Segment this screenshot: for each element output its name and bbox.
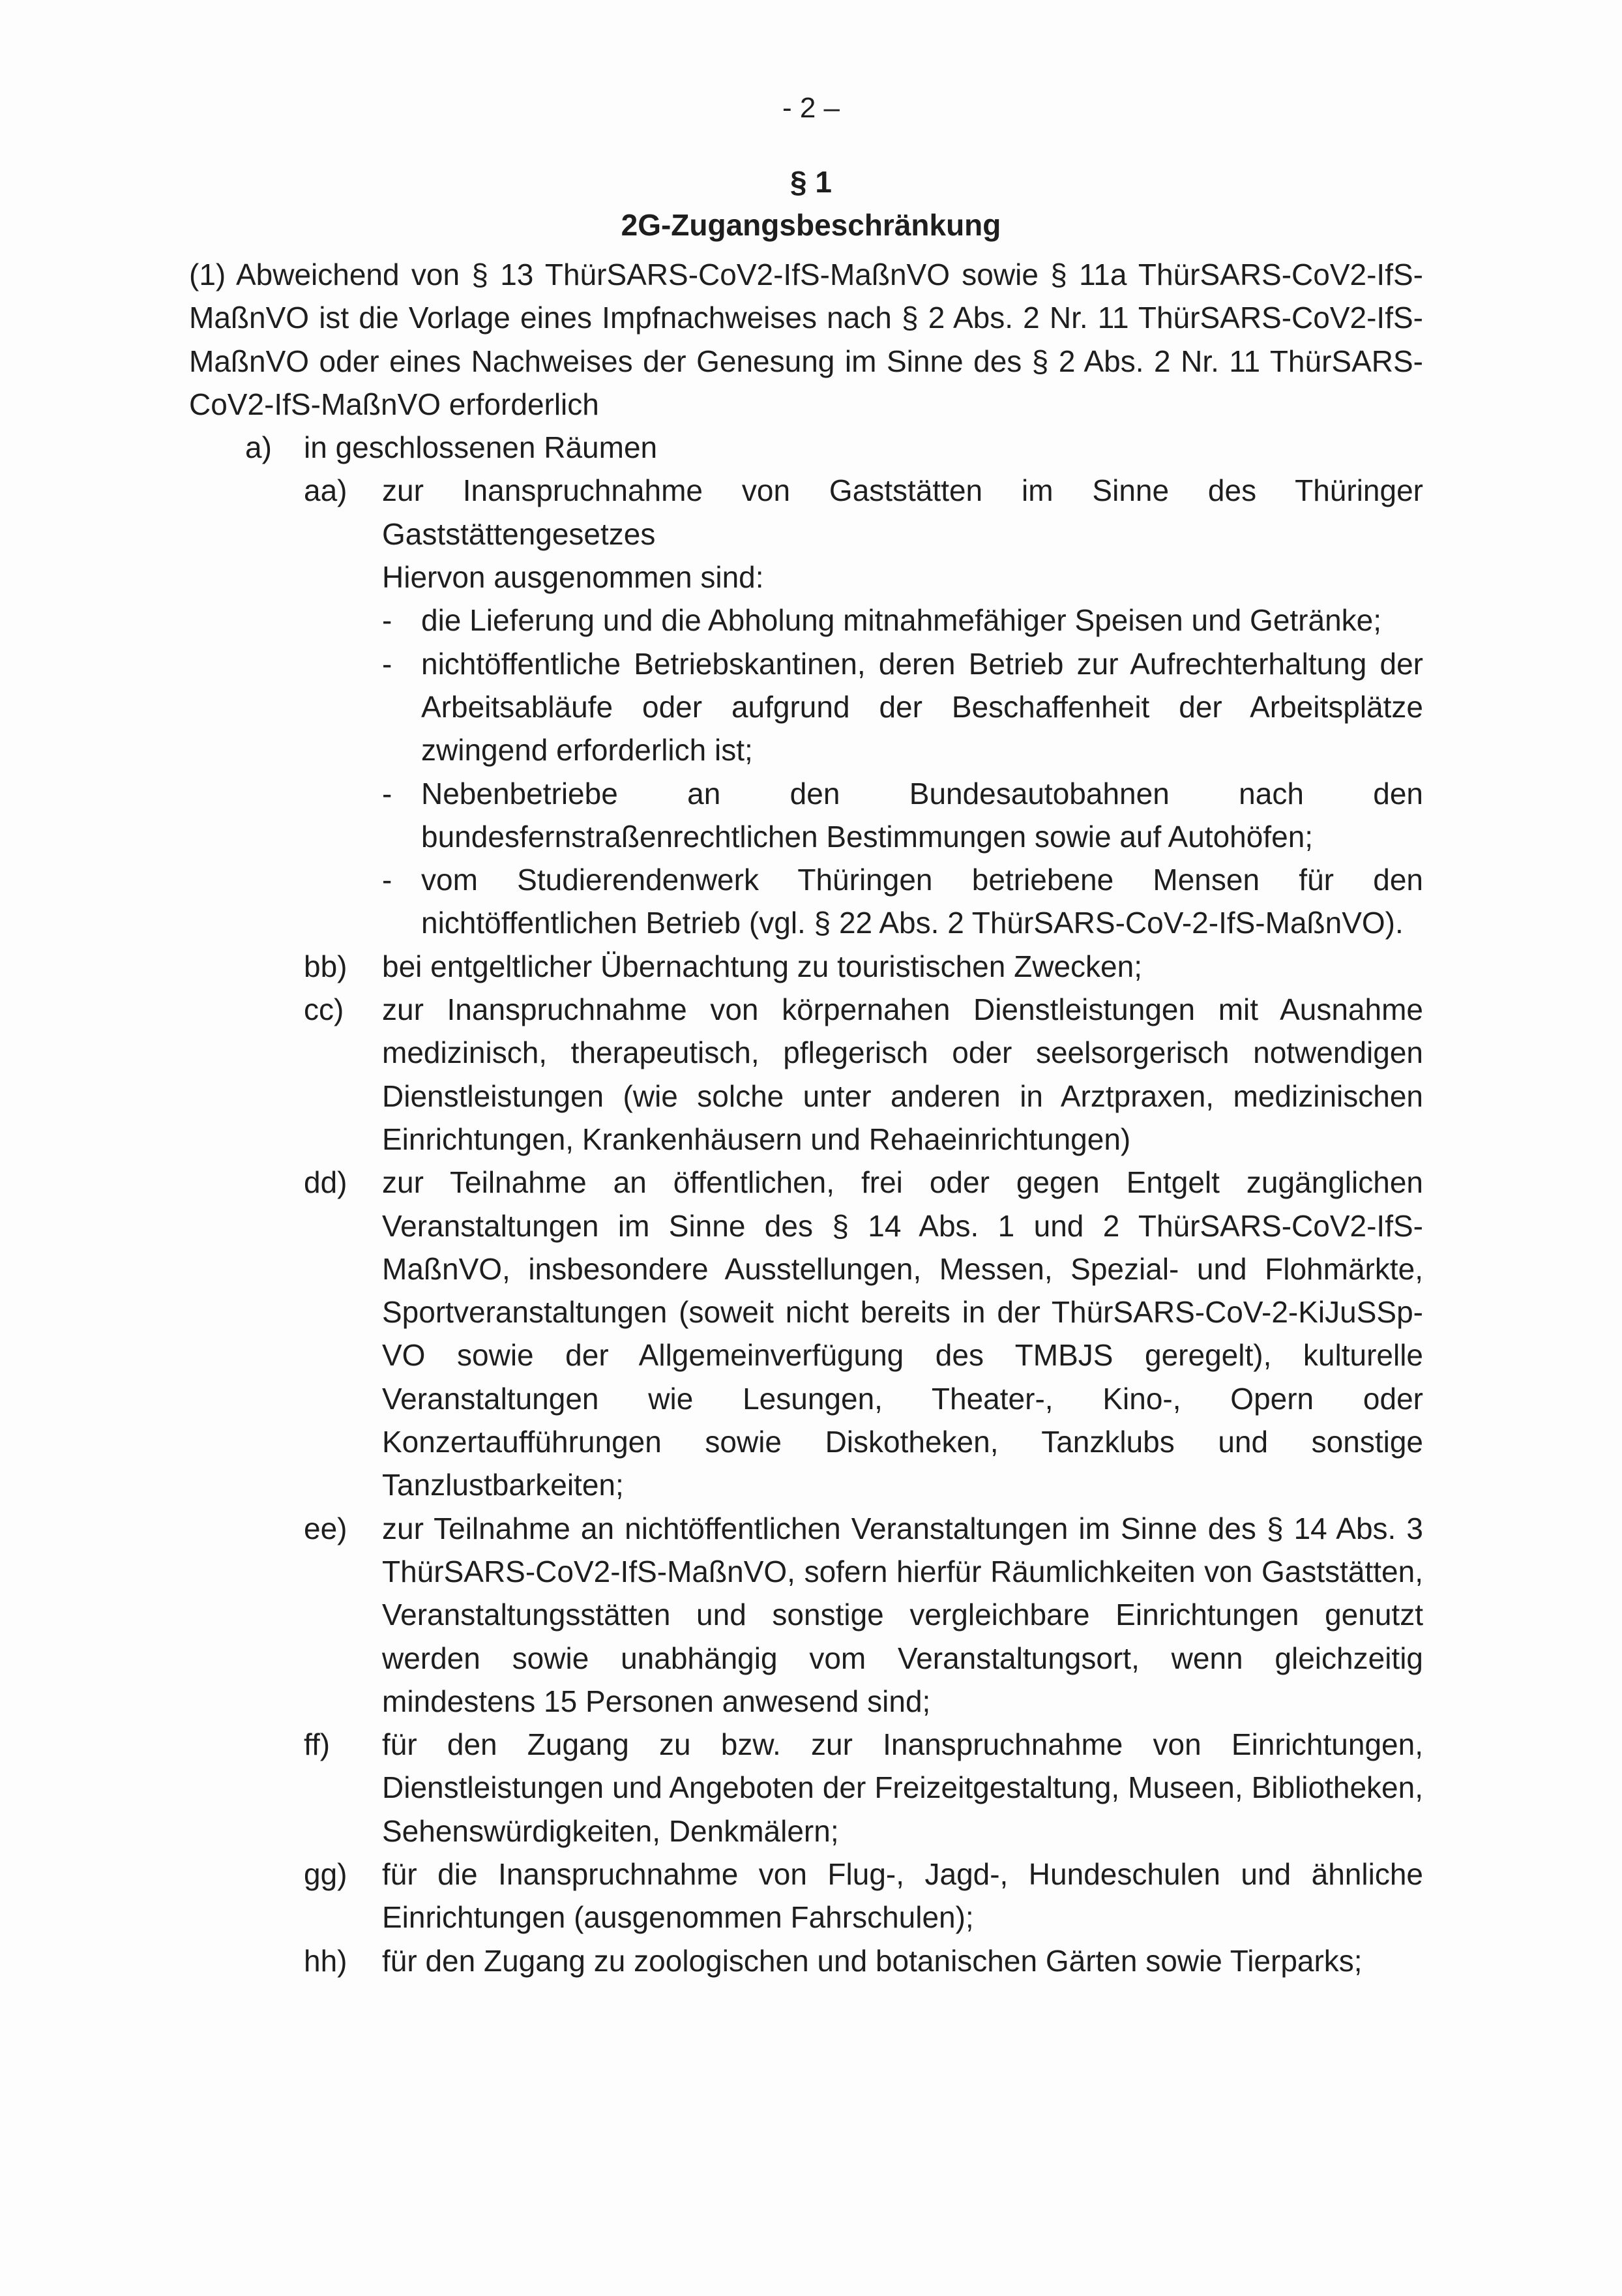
sub-item-text: zur Teilnahme an nichtöffentlichen Veranstaltungen im Sinne des § 14 Abs. 3 ThürSARS-CoV2-IfS-MaßnVO, sofern hierfür Räumlichkeiten von Gaststätten, Veranstaltungsstätten und sonstige vergleichbare Einrichtungen genutzt werden sowie unabhängig vom Veranstaltungsort, wenn gleichzeitig mindestens 15 Personen anwesend sind; xyxy=(382,1511,1423,1718)
exception-item xyxy=(189,599,1423,642)
item-label: a) xyxy=(245,430,272,465)
sub-item-text: zur Inanspruchnahme von Gaststätten im Sinne des Thüringer Gaststättengesetzes xyxy=(382,473,1423,551)
sub-item-hh xyxy=(189,1939,1423,1982)
exception-text: nichtöffentliche Betriebskantinen, deren Betrieb zur Aufrechterhaltung der Arbeitsabläufe oder aufgrund der Beschaffenheit der Arbeitsplätze zwingend erforderlich ist; xyxy=(421,646,1423,768)
sub-item-dd xyxy=(189,1161,1423,1506)
exception-text: die Lieferung und die Abholung mitnahmefähiger Speisen und Getränke; xyxy=(421,603,1382,638)
sub-item-text: für den Zugang zu bzw. zur Inanspruchnahme von Einrichtungen, Dienstleistungen und Angeboten der Freizeitgestaltung, Museen, Bibliotheken, Sehenswürdigkeiten, Denkmälern; xyxy=(382,1727,1423,1848)
sub-item-gg xyxy=(189,1853,1423,1939)
exception-text: Nebenbetriebe an den Bundesautobahnen nach den bundesfernstraßenrechtlichen Bestimmungen sowie auf Autohöfen; xyxy=(421,776,1423,854)
dash-marker: - xyxy=(382,603,392,638)
sub-item-label: bb) xyxy=(304,949,347,983)
sub-item-label: ee) xyxy=(304,1511,347,1545)
sub-item-aa xyxy=(189,469,1423,556)
sub-item-text: bei entgeltlicher Übernachtung zu touristischen Zwecken; xyxy=(382,949,1142,983)
exception-text: vom Studierendenwerk Thüringen betriebene Mensen für den nichtöffentlichen Betrieb (vgl. § 22 Abs. 2 ThürSARS-CoV-2-IfS-MaßnVO). xyxy=(421,863,1423,940)
sub-item-label: gg) xyxy=(304,1856,347,1891)
sub-item-text: für die Inanspruchnahme von Flug-, Jagd-, Hundeschulen und ähnliche Einrichtungen (ausgenommen Fahrschulen); xyxy=(382,1856,1423,1935)
section-body xyxy=(189,253,1423,1982)
dash-marker: - xyxy=(382,646,392,681)
sub-item-label: cc) xyxy=(304,992,344,1027)
sub-item-cc xyxy=(189,988,1423,1161)
sub-item-bb xyxy=(189,945,1423,988)
sub-item-label: dd) xyxy=(304,1165,347,1200)
sub-item-label: aa) xyxy=(304,473,347,508)
sub-item-text: für den Zugang zu zoologischen und botanischen Gärten sowie Tierparks; xyxy=(382,1943,1363,1978)
exception-item xyxy=(189,772,1423,859)
sub-item-label: ff) xyxy=(304,1727,331,1762)
exceptions-intro: Hiervon ausgenommen sind: xyxy=(382,560,764,595)
sub-item-text: zur Teilnahme an öffentlichen, frei oder gegen Entgelt zugänglichen Veranstaltungen im Sinne des § 14 Abs. 1 und 2 ThürSARS-CoV2-IfS-MaßnVO, insbesondere Ausstellungen, Messen, Spezial- und Flohmärkte, Sportveranstaltungen (soweit nicht bereits in der ThürSARS-CoV-2-KiJuSSp-VO sowie der Allgemeinverfügung des TMBJS geregelt), kulturelle Veranstaltungen wie Lesungen, Theater-, Kino-, Opern oder Konzertaufführungen sowie Diskotheken, Tanzklubs und sonstige Tanzlustbarkeiten; xyxy=(382,1165,1423,1502)
sub-item-label: hh) xyxy=(304,1943,347,1978)
sub-item-ff xyxy=(189,1723,1423,1853)
exception-item xyxy=(189,642,1423,772)
dash-marker: - xyxy=(382,776,392,811)
list-item-a xyxy=(189,426,1423,469)
sub-item-text: zur Inanspruchnahme von körpernahen Dienstleistungen mit Ausnahme medizinisch, therapeutisch, pflegerisch oder seelsorgerisch notwendigen Dienstleistungen (wie solche unter anderen in Arztpraxen, medizinischen Einrichtungen, Krankenhäusern und Rehaeinrichtungen) xyxy=(382,992,1423,1156)
page-number: - 2 – xyxy=(782,92,840,124)
section-number: § 1 xyxy=(790,165,832,199)
intro-paragraph: (1) Abweichend von § 13 ThürSARS-CoV2-IfS-MaßnVO sowie § 11a ThürSARS-CoV2-IfS-MaßnVO ist die Vorlage eines Impfnachweises nach § 2 Abs. 2 Nr. 11 ThürSARS-CoV2-IfS-MaßnVO oder eines Nachweises der Genesung im Sinne des § 2 Abs. 2 Nr. 11 ThürSARS-CoV2-IfS-MaßnVO erforderlich xyxy=(189,258,1423,421)
dash-marker: - xyxy=(382,863,392,897)
sub-item-ee xyxy=(189,1507,1423,1723)
section-title: 2G-Zugangsbeschränkung xyxy=(621,208,1001,242)
exception-item xyxy=(189,858,1423,945)
item-text: in geschlossenen Räumen xyxy=(304,430,658,465)
